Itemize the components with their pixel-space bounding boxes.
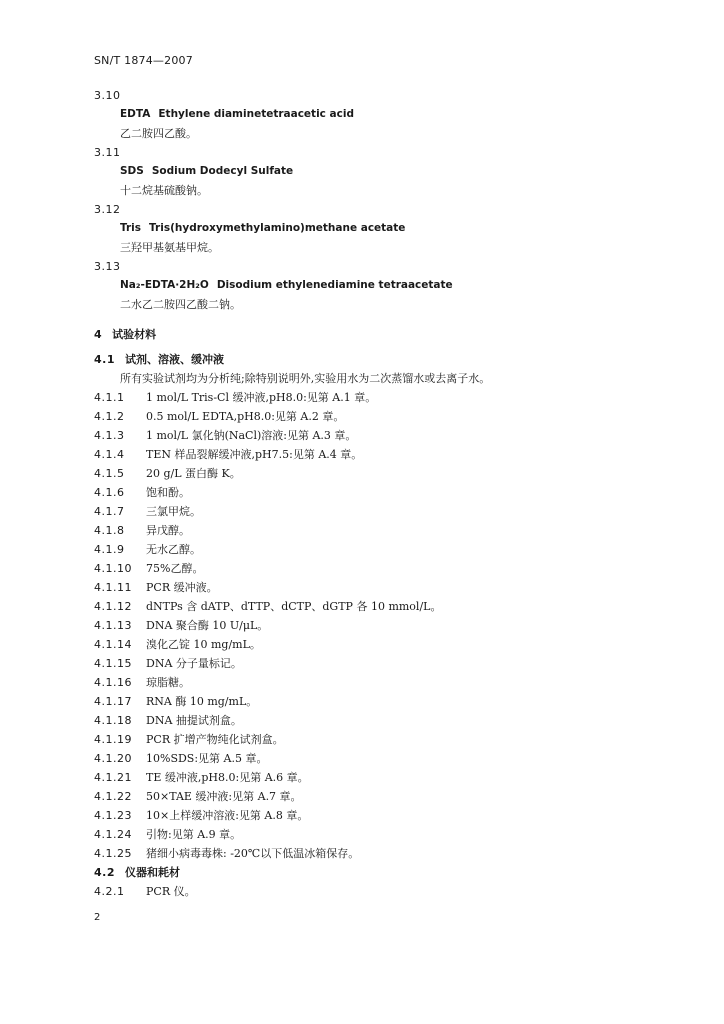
item-text: 引物:见第 A.9 章。 (146, 828, 242, 841)
definition-number: 3.12 (94, 203, 121, 216)
list-item (94, 502, 654, 521)
list-item (94, 654, 654, 673)
list-item (94, 464, 654, 483)
definition-chinese: 二水乙二胺四乙酸二钠。 (120, 298, 241, 311)
list-item (94, 578, 654, 597)
item-text: 10%SDS:见第 A.5 章。 (146, 752, 268, 765)
page-number: 2 (94, 912, 101, 923)
list-item (94, 768, 654, 787)
definition-number: 3.11 (94, 146, 121, 159)
item-number: 4.1.22 (94, 790, 132, 803)
list-item (94, 540, 654, 559)
item-text: 溴化乙锭 10 mg/mL。 (146, 638, 261, 651)
list-item (94, 597, 654, 616)
item-text: 无水乙醇。 (146, 543, 201, 556)
item-number: 4.1.8 (94, 524, 125, 537)
item-text: 三氯甲烷。 (146, 505, 201, 518)
item-number: 4.1.5 (94, 467, 125, 480)
document-body (94, 86, 654, 901)
list-item (94, 635, 654, 654)
list-item (94, 730, 654, 749)
definition-term (94, 276, 654, 295)
item-text: 饱和酚。 (146, 486, 190, 499)
list-item (94, 445, 654, 464)
list-item (94, 388, 654, 407)
list-item (94, 483, 654, 502)
item-text: PCR 缓冲液。 (146, 581, 218, 594)
section-4-heading (94, 325, 654, 344)
section-4-1-heading (94, 350, 654, 369)
list-item (94, 559, 654, 578)
item-number: 4.1.12 (94, 600, 132, 613)
item-text: 1 mol/L Tris-Cl 缓冲液,pH8.0:见第 A.1 章。 (146, 391, 377, 404)
item-text: DNA 聚合酶 10 U/μL。 (146, 619, 269, 632)
item-number: 4.1.9 (94, 543, 125, 556)
list-item (94, 692, 654, 711)
item-text: 50×TAE 缓冲液:见第 A.7 章。 (146, 790, 302, 803)
definition-3-11 (94, 143, 654, 200)
item-text: 10×上样缓冲溶液:见第 A.8 章。 (146, 809, 309, 822)
definition-chinese: 三羟甲基氨基甲烷。 (120, 241, 219, 254)
section-title: 试剂、溶液、缓冲液 (125, 353, 224, 366)
definition-term (94, 105, 654, 124)
item-number: 4.1.11 (94, 581, 132, 594)
definition-3-13 (94, 257, 654, 314)
item-text: RNA 酶 10 mg/mL。 (146, 695, 258, 708)
item-number: 4.1.25 (94, 847, 132, 860)
item-number: 4.1.2 (94, 410, 125, 423)
definition-english: Disodium ethylenediamine tetraacetate (216, 279, 453, 291)
item-text: dNTPs 含 dATP、dTTP、dCTP、dGTP 各 10 mmol/L。 (146, 600, 442, 613)
item-text: 0.5 mol/L EDTA,pH8.0:见第 A.2 章。 (146, 410, 345, 423)
item-text: 异戊醇。 (146, 524, 190, 537)
section-number: 4.1 (94, 353, 115, 366)
item-text: DNA 分子量标记。 (146, 657, 242, 670)
item-number: 4.1.24 (94, 828, 132, 841)
item-text: 20 g/L 蛋白酶 K。 (146, 467, 241, 480)
item-text: TEN 样品裂解缓冲液,pH7.5:见第 A.4 章。 (146, 448, 363, 461)
standard-number-header: SN/T 1874—2007 (94, 54, 193, 67)
list-item (94, 711, 654, 730)
definition-chinese: 乙二胺四乙酸。 (120, 127, 197, 140)
item-number: 4.1.17 (94, 695, 132, 708)
list-item (94, 749, 654, 768)
item-number: 4.1.7 (94, 505, 125, 518)
definition-3-10 (94, 86, 654, 143)
item-number: 4.1.1 (94, 391, 125, 404)
item-number: 4.1.18 (94, 714, 132, 727)
reagent-list (94, 388, 654, 863)
list-item (94, 806, 654, 825)
section-number: 4 (94, 328, 103, 341)
list-item (94, 787, 654, 806)
item-number: 4.1.16 (94, 676, 132, 689)
item-text: PCR 扩增产物纯化试剂盒。 (146, 733, 284, 746)
item-text: PCR 仪。 (146, 885, 196, 898)
definition-english: Sodium Dodecyl Sulfate (151, 165, 294, 177)
definition-term (94, 219, 654, 238)
list-item (94, 521, 654, 540)
list-item (94, 673, 654, 692)
definition-number: 3.10 (94, 89, 121, 102)
item-text: 琼脂糖。 (146, 676, 190, 689)
item-text: 75%乙醇。 (146, 562, 204, 575)
item-number: 4.1.19 (94, 733, 132, 746)
list-item (94, 407, 654, 426)
item-number: 4.1.4 (94, 448, 125, 461)
definition-abbr: Na₂-EDTA·2H₂O (120, 279, 209, 291)
list-item (94, 825, 654, 844)
item-text: 1 mol/L 氯化钠(NaCl)溶液:见第 A.3 章。 (146, 429, 357, 442)
item-number: 4.1.15 (94, 657, 132, 670)
list-item (94, 426, 654, 445)
section-title: 仪器和耗材 (125, 866, 180, 879)
definition-3-12 (94, 200, 654, 257)
section-number: 4.2 (94, 866, 115, 879)
equipment-list (94, 882, 654, 901)
definition-number: 3.13 (94, 260, 121, 273)
definition-abbr: EDTA (120, 108, 151, 120)
list-item (94, 616, 654, 635)
item-number: 4.1.13 (94, 619, 132, 632)
item-text: DNA 抽提试剂盒。 (146, 714, 242, 727)
item-number: 4.1.23 (94, 809, 132, 822)
definition-chinese: 十二烷基硫酸钠。 (120, 184, 208, 197)
section-title: 试验材料 (112, 328, 157, 341)
section-4-2-heading (94, 863, 654, 882)
item-number: 4.1.6 (94, 486, 125, 499)
list-item (94, 844, 654, 863)
item-text: TE 缓冲液,pH8.0:见第 A.6 章。 (146, 771, 309, 784)
item-number: 4.1.20 (94, 752, 132, 765)
definition-english: Tris(hydroxymethylamino)methane acetate (149, 222, 406, 234)
item-number: 4.1.10 (94, 562, 132, 575)
item-number: 4.1.21 (94, 771, 132, 784)
section-4-1-intro: 所有实验试剂均为分析纯;除特别说明外,实验用水为二次蒸馏水或去离子水。 (120, 372, 491, 385)
item-number: 4.1.14 (94, 638, 132, 651)
item-number: 4.2.1 (94, 885, 125, 898)
item-text: 猪细小病毒毒株: -20℃以下低温冰箱保存。 (146, 847, 360, 860)
item-number: 4.1.3 (94, 429, 125, 442)
definition-term (94, 162, 654, 181)
definition-abbr: Tris (120, 222, 142, 234)
definition-english: Ethylene diaminetetraacetic acid (158, 108, 354, 120)
list-item (94, 882, 654, 901)
definition-abbr: SDS (120, 165, 144, 177)
